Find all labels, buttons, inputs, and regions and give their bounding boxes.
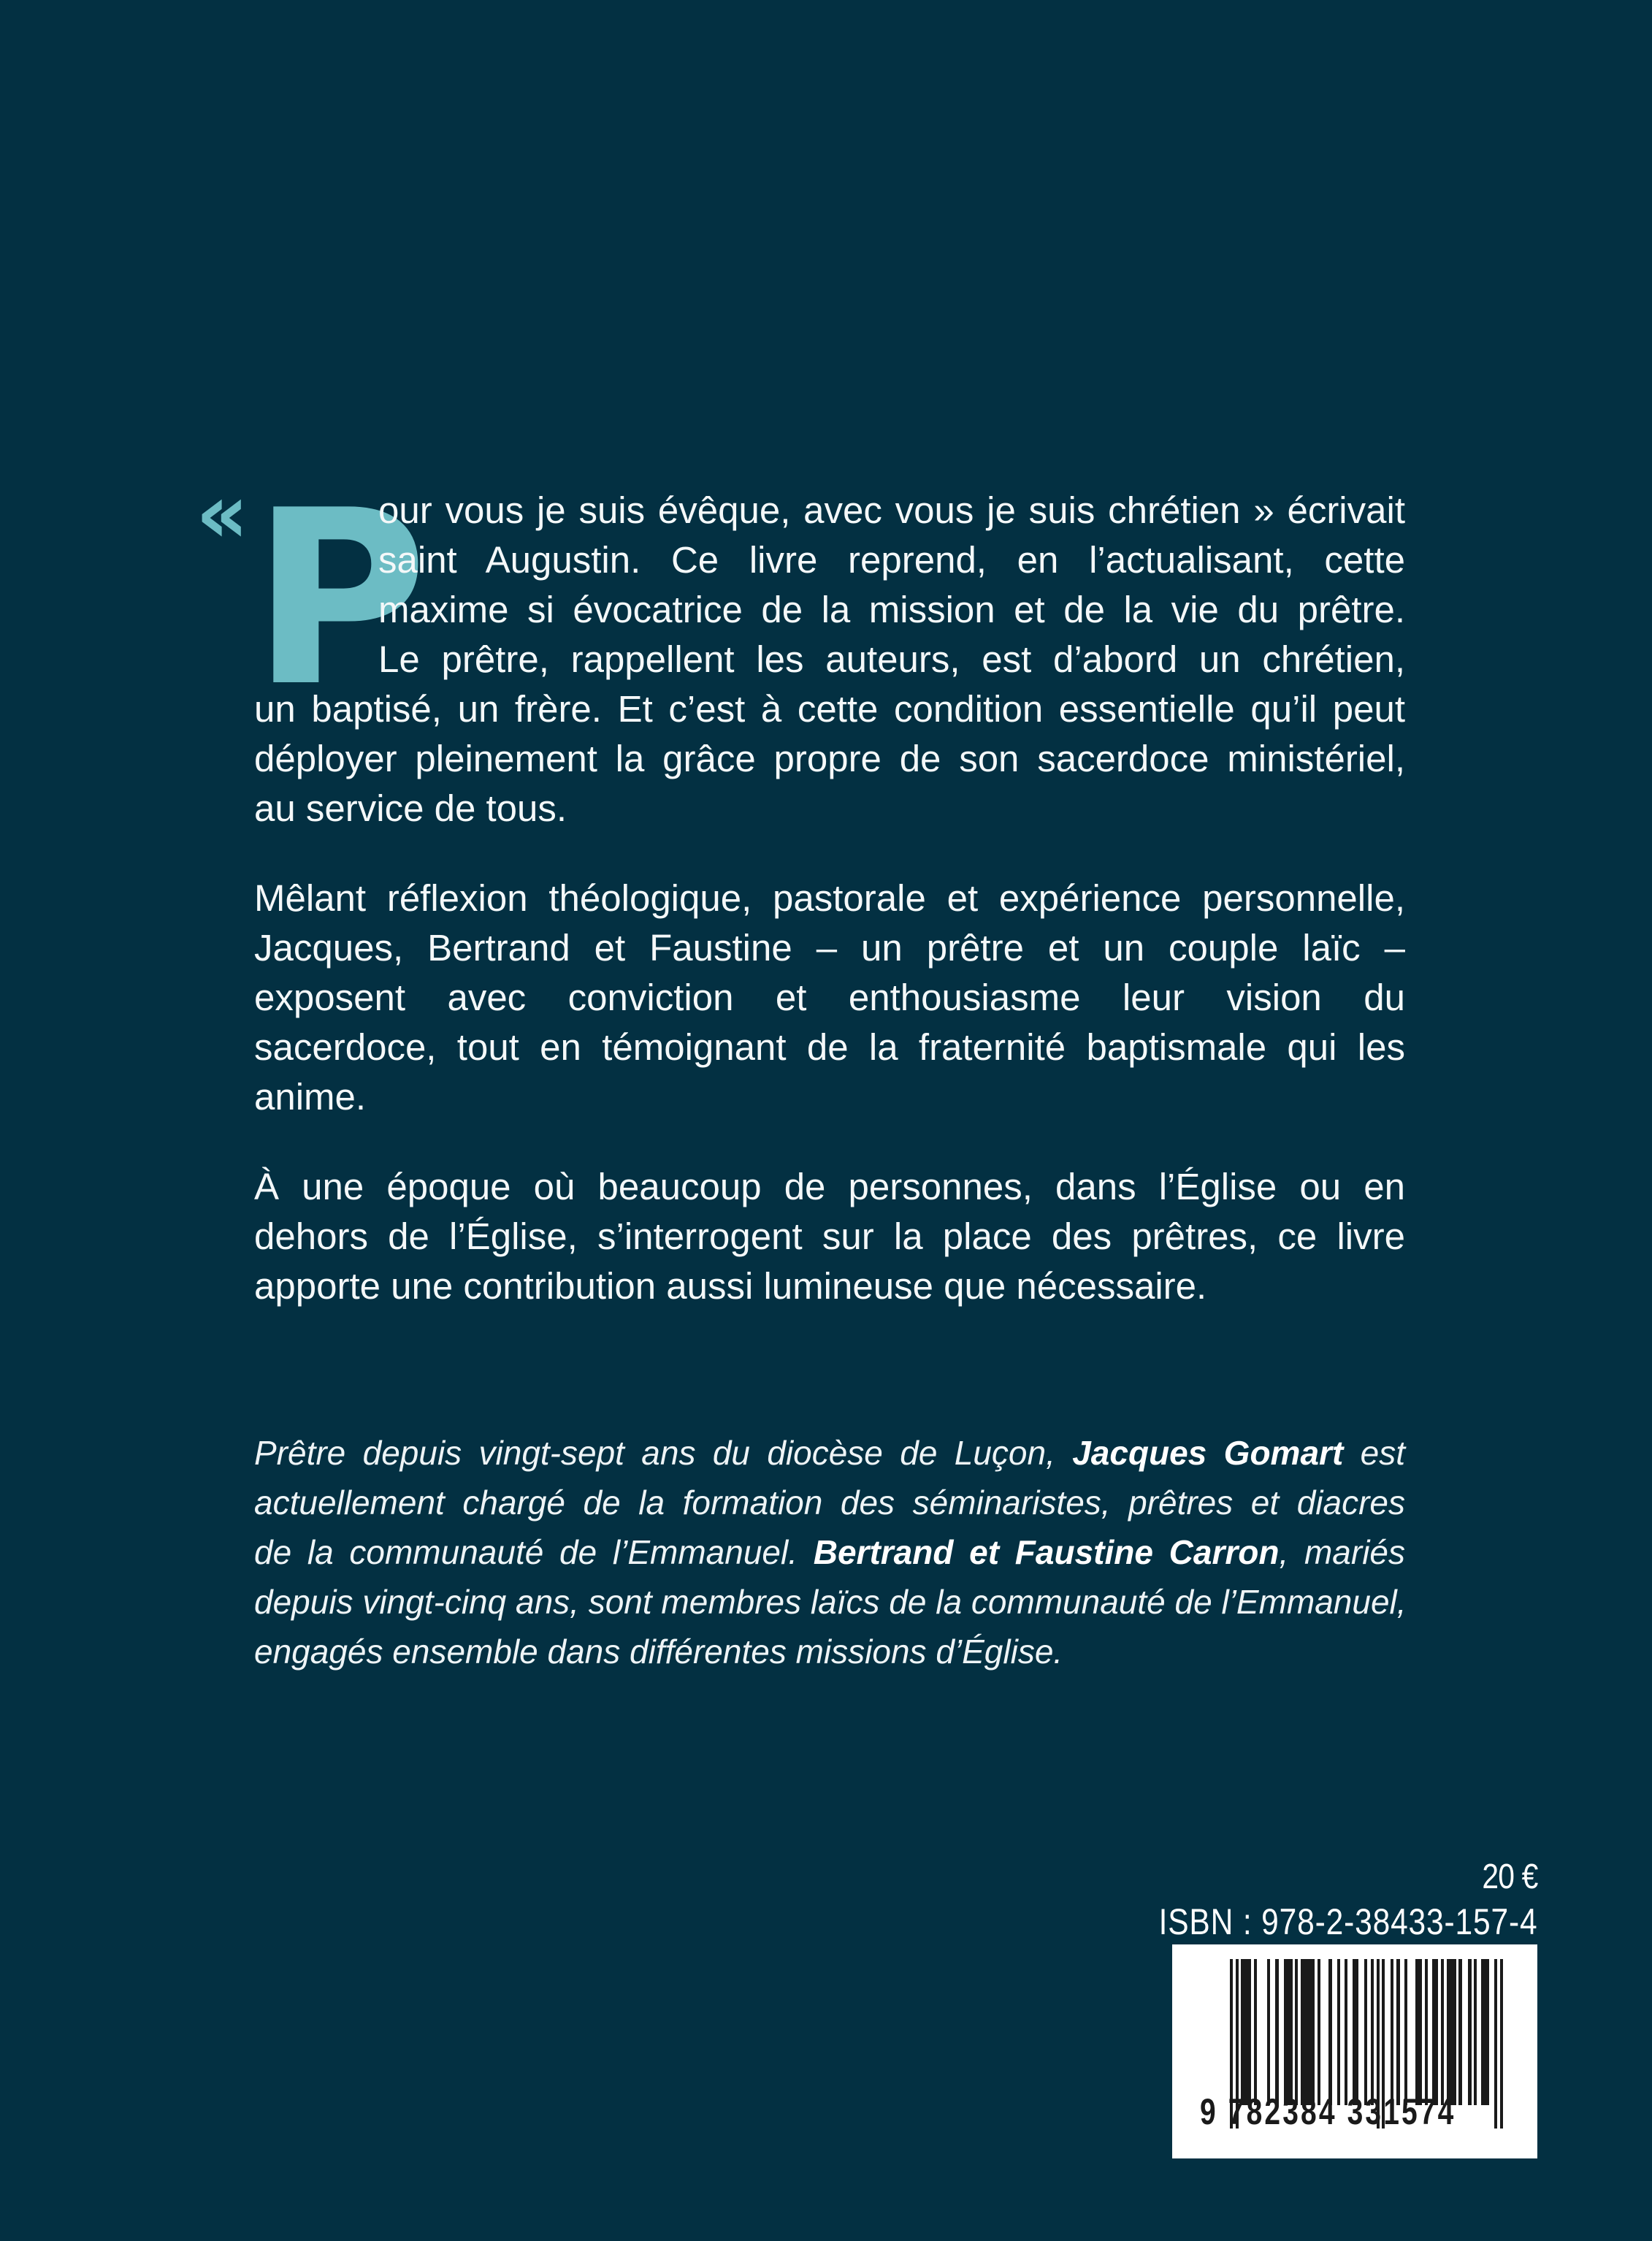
text-line: saint Augustin. Ce livre reprend, en l’actualisant, cette bbox=[378, 539, 1405, 581]
bio-text: de la communauté de l’Emmanuel. bbox=[254, 1533, 814, 1571]
barcode bbox=[1172, 1944, 1537, 2158]
text-line: un baptisé, un frère. Et c’est à cette condition essentielle qu’il peut bbox=[254, 688, 1405, 730]
isbn-label: ISBN : 978-2-38433-157-4 bbox=[1158, 1901, 1537, 1942]
text-line: maxime si évocatrice de la mission et de la vie du prêtre. bbox=[378, 589, 1405, 630]
text-line: déployer pleinement la grâce propre de son sacerdoce ministériel, bbox=[254, 738, 1405, 779]
opening-guillemet: « bbox=[196, 467, 249, 562]
bio-line: engagés ensemble dans différentes missions d’Église. bbox=[254, 1633, 1063, 1671]
author-name: Bertrand et Faustine Carron bbox=[813, 1533, 1280, 1571]
bio-line: actuellement chargé de la formation des séminaristes, prêtres et diacres bbox=[254, 1484, 1405, 1522]
drop-cap-letter: P bbox=[251, 459, 422, 739]
text-line: Jacques, Bertrand et Faustine – un prêtre et un couple laïc – bbox=[254, 927, 1405, 969]
bio-text: , mariés bbox=[1279, 1533, 1405, 1571]
text-line: À une époque où beaucoup de personnes, dans l’Église ou en bbox=[254, 1166, 1405, 1207]
bio-text: est bbox=[1343, 1434, 1405, 1472]
author-name: Jacques Gomart bbox=[1072, 1434, 1344, 1472]
bio-line: depuis vingt-cinq ans, sont membres laïcs de la communauté de l’Emmanuel, bbox=[254, 1583, 1407, 1621]
text-line: dehors de l’Église, s’interrogent sur la place des prêtres, ce livre bbox=[254, 1215, 1405, 1257]
text-line: au service de tous. bbox=[254, 787, 567, 829]
bio-text: Prêtre depuis vingt-sept ans du diocèse de Luçon, bbox=[254, 1434, 1073, 1472]
text-line: anime. bbox=[254, 1076, 367, 1118]
text-line: apporte une contribution aussi lumineuse que nécessaire. bbox=[254, 1265, 1207, 1307]
barcode-number: 9 782384 331574 bbox=[1200, 2091, 1456, 2132]
bio-line bbox=[254, 1428, 1405, 1478]
price-label: 20 € bbox=[1481, 1858, 1537, 1896]
text-line: Mêlant réflexion théologique, pastorale et expérience personnelle, bbox=[254, 877, 1405, 919]
text-line: Le prêtre, rappellent les auteurs, est d’abord un chrétien, bbox=[378, 638, 1405, 680]
bio-line bbox=[254, 1527, 1405, 1577]
text-line: our vous je suis évêque, avec vous je suis chrétien » écrivait bbox=[378, 489, 1405, 531]
text-line: exposent avec conviction et enthousiasme leur vision du bbox=[254, 977, 1405, 1018]
text-line: sacerdoce, tout en témoignant de la fraternité baptismale qui les bbox=[254, 1026, 1405, 1068]
